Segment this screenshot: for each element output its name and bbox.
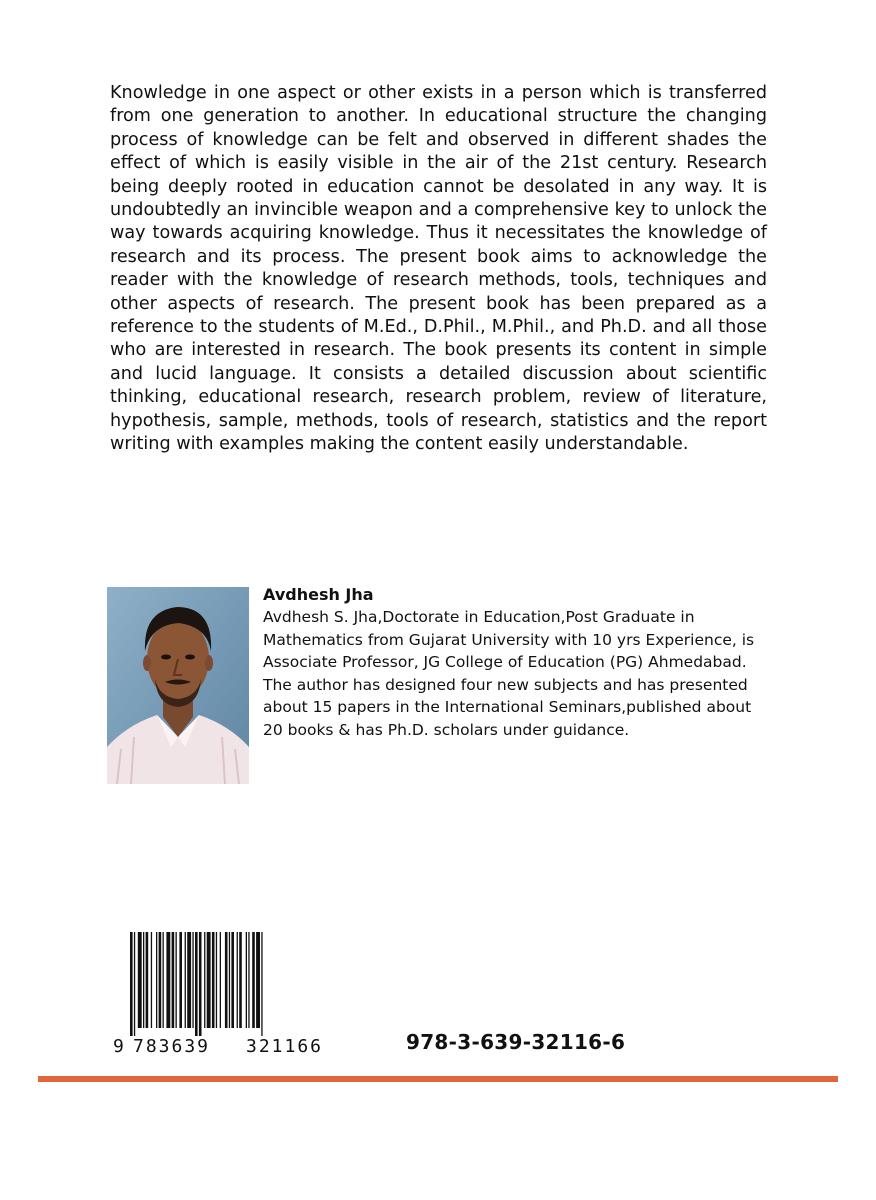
barcode-bar xyxy=(134,932,135,1036)
barcode-bar xyxy=(195,932,198,1036)
barcode-bar xyxy=(176,932,177,1028)
author-bio: Avdhesh S. Jha,Doctorate in Education,Post Graduate in Mathematics from Gujarat University with 10 yrs Experience, is Associate Professor, JG College of Education (PG) Ahmedabad. The author has designed four new subjects and has presented about 15 papers in the International Seminars,published about 20 books & has Ph.D. scholars under guidance. xyxy=(263,608,755,739)
barcode-bar xyxy=(163,932,164,1028)
barcode-bar xyxy=(216,932,217,1028)
barcode-bar xyxy=(151,932,152,1028)
barcode-bar xyxy=(179,932,182,1028)
barcode-bar xyxy=(256,932,260,1028)
barcode-bar xyxy=(212,932,215,1028)
author-photo xyxy=(107,587,249,784)
bottom-divider xyxy=(38,1076,838,1082)
barcode-bar xyxy=(252,932,255,1028)
barcode-bar xyxy=(185,932,186,1028)
barcode-bar xyxy=(239,932,242,1028)
barcode-bar xyxy=(248,932,249,1028)
barcode-bar xyxy=(246,932,247,1028)
barcode-bar xyxy=(156,932,157,1028)
barcode-bar xyxy=(261,932,262,1036)
barcode-bar xyxy=(146,932,149,1028)
author-name: Avdhesh Jha xyxy=(263,585,374,604)
barcode-bar xyxy=(143,932,144,1028)
barcode-bar xyxy=(225,932,228,1028)
barcode-digit-group-2: 783639 xyxy=(133,1036,211,1056)
barcode-bar xyxy=(192,932,193,1028)
barcode-bar xyxy=(172,932,175,1028)
barcode-bar xyxy=(130,932,133,1036)
barcode-bar xyxy=(159,932,162,1028)
barcode-bar xyxy=(229,932,230,1028)
isbn-barcode xyxy=(108,928,358,1056)
barcode-bar xyxy=(231,932,234,1028)
isbn-number: 978-3-639-32116-6 xyxy=(406,1030,626,1054)
barcode-digit-group-1: 9 xyxy=(113,1036,124,1056)
barcode-bar xyxy=(237,932,238,1028)
author-section xyxy=(263,584,763,741)
barcode-bar xyxy=(187,932,191,1028)
barcode-bar xyxy=(204,932,205,1028)
back-cover-blurb: Knowledge in one aspect or other exists in a person which is transferred from one generation to another. In educational structure the changing process of knowledge can be felt and observed in different shades the effect of which is easily visible in the air of the 21st century. Research being deeply rooted in education cannot be desolated in any way. It is undoubtedly an invincible weapon and a comprehensive key to unlock the way towards acquiring knowledge. Thus it necessitates the knowledge of research and its process. The present book aims to acknowledge the reader with the knowledge of research methods, tools, techniques and other aspects of research. The present book has been prepared as a reference to the students of M.Ed., D.Phil., M.Phil., and Ph.D. and all those who are interested in research. The book presents its content in simple and lucid language. It consists a detailed discussion about scientific thinking, educational research, research problem, review of literature, hypothesis, sample, methods, tools of research, statistics and the report writing with examples making the content easily understandable. xyxy=(110,83,767,455)
barcode-bar xyxy=(220,932,221,1028)
barcode-bar xyxy=(166,932,170,1028)
barcode-bar xyxy=(138,932,142,1028)
barcode-bar xyxy=(207,932,211,1028)
barcode-bar xyxy=(199,932,202,1036)
barcode-digit-group-3: 321166 xyxy=(246,1036,324,1056)
